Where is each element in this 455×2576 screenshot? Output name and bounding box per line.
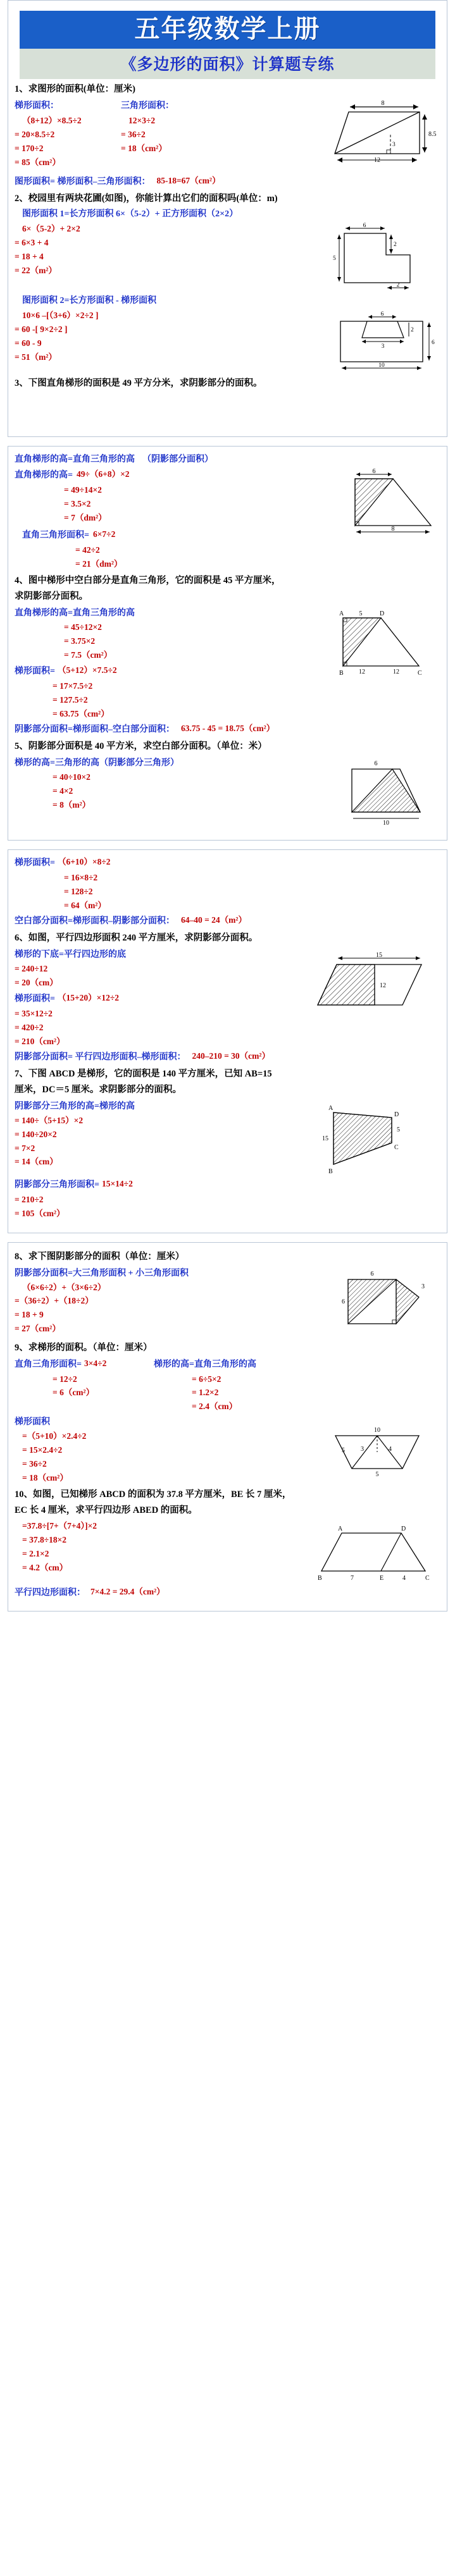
problem-4-conclusion	[15, 722, 440, 737]
problem-9-step-c-0: =（5+10）×2.4÷2	[22, 1431, 87, 1441]
problem-10-step-1: = 37.8÷18×2	[22, 1534, 67, 1544]
problem-9-step-c-2: = 36÷2	[22, 1459, 47, 1469]
svg-text:6: 6	[363, 223, 366, 230]
problem-6-step-b-1: = 420÷2	[15, 1022, 44, 1032]
svg-text:C: C	[394, 1143, 399, 1151]
problem-8-prompt: 8、求下图阴影部分的面积（单位：厘米）	[15, 1251, 185, 1262]
problem-4-line1: 直角梯形的高=直角三角形的高	[15, 608, 135, 618]
svg-text:10: 10	[378, 362, 385, 369]
worksheet-title-bar	[20, 11, 435, 49]
problem-1-trapezoid-label: 梯形面积：	[15, 101, 59, 111]
problem-6-line2-label: 梯形面积=	[15, 994, 55, 1004]
problem-7-step-a-1: = 140÷20×2	[15, 1129, 57, 1139]
problem-10-figure	[314, 1519, 440, 1585]
problem-1-prompt: 1、求图形的面积(单位：厘米)	[15, 84, 135, 94]
problem-9-line2-label: 梯形面积	[15, 1417, 50, 1427]
problem-7-line2	[15, 1177, 440, 1193]
problem-5-body	[15, 755, 440, 826]
problem-4-line2-value: （5+12）×7.5÷2	[57, 665, 117, 675]
svg-text:2: 2	[411, 327, 414, 334]
svg-text:4: 4	[402, 1575, 406, 1582]
problem-1-trap-step-0: （8+12）×8.5÷2	[22, 116, 82, 126]
svg-text:2: 2	[396, 282, 400, 289]
problem-4-step-b-2: = 63.75（cm²）	[53, 709, 109, 719]
problem-9-line1-value: 3×4÷2	[84, 1358, 107, 1368]
svg-text:5: 5	[333, 256, 336, 262]
svg-text:B: B	[328, 1168, 333, 1175]
problem-6-conclusion-label: 阴影部分面积= 平行四边形面积–梯形面积：	[15, 1052, 186, 1062]
svg-text:C: C	[418, 669, 422, 677]
problem-4-line2-label: 梯形面积=	[15, 667, 55, 677]
svg-text:D: D	[401, 1525, 406, 1533]
svg-text:10: 10	[383, 820, 389, 827]
svg-text:2: 2	[394, 242, 397, 249]
problem-2-p2-step-0: 10×6 –[（3+6）×2÷2 ]	[22, 311, 99, 321]
problem-9-figure	[314, 1414, 440, 1484]
worksheet-subtitle-bar	[20, 49, 435, 79]
problem-2-part2-label: 图形面积 2=长方形面积 - 梯形面积	[22, 296, 157, 306]
problem-2-part2-body	[15, 309, 440, 374]
problem-4-conclusion-value: 63.75 - 45 = 18.75（cm²）	[180, 724, 275, 734]
problem-7-step-a-0: = 140÷（5+15）×2	[15, 1115, 84, 1125]
problem-2-figure-1	[332, 222, 440, 293]
problem-8-step-2: = 18 + 9	[15, 1310, 44, 1320]
svg-text:5: 5	[375, 1471, 379, 1479]
problem-1-tri-step-2: = 18（cm²）	[121, 143, 167, 153]
problem-3-step-b-0: = 42÷2	[75, 545, 100, 555]
problem-6-line1: 梯形的下底=平行四边形的底	[15, 950, 126, 960]
problem-6-step-a-0: = 240÷12	[15, 964, 48, 974]
problem-2-part1-body	[15, 222, 440, 293]
problem-5-conclusion	[15, 913, 440, 929]
svg-text:B: B	[318, 1575, 322, 1582]
problem-3-step-a-1: = 3.5×2	[64, 498, 91, 508]
problem-9-step-a-0: = 12÷2	[53, 1374, 77, 1384]
svg-text:4: 4	[389, 1446, 392, 1453]
problem-6-step-b-2: = 210（cm²）	[15, 1036, 65, 1046]
svg-text:D: D	[394, 1111, 399, 1118]
problem-6-body	[15, 947, 440, 1049]
section-card-2	[8, 446, 447, 841]
problem-7-line2-value: 15×14÷2	[101, 1178, 133, 1188]
problem-6-prompt: 6、如图，平行四边形面积 240 平方厘米，求阴影部分面积。	[15, 933, 258, 943]
problem-2-p1-step-2: = 18 + 4	[15, 251, 44, 261]
svg-text:5: 5	[397, 1126, 400, 1133]
problem-8-step-3: = 27（cm²）	[15, 1324, 61, 1334]
svg-text:A: A	[338, 1525, 343, 1533]
svg-text:6: 6	[342, 1298, 345, 1305]
section-card-4	[8, 1242, 447, 1612]
problem-1-trap-step-3: = 85（cm²）	[15, 157, 61, 167]
problem-7-line1: 阴影部分三角形的高=梯形的高	[15, 1101, 135, 1111]
problem-4-prompt-2: 求阴影部分面积。	[15, 591, 88, 601]
problem-4-step-a-1: = 3.75×2	[64, 636, 96, 646]
problem-3-line3-value: 6×7÷2	[92, 529, 116, 539]
problem-5-figure	[334, 755, 440, 826]
problem-5-conclusion-label: 空白部分面积=梯形面积–阴影部分面积：	[15, 916, 175, 926]
problem-7-step-a-3: = 14（cm）	[15, 1157, 58, 1167]
problem-7-prompt-2: 厘米，DC＝5 厘米。求阴影部分的面积。	[15, 1084, 182, 1095]
problem-9-step-c-3: = 18（cm²）	[22, 1473, 68, 1483]
problem-9-step-b-2: = 2.4（cm）	[192, 1402, 238, 1412]
problem-5-prompt: 5、阴影部分面积是 40 平方米，求空白部分面积。（单位：米）	[15, 741, 267, 752]
svg-text:8.5: 8.5	[428, 131, 437, 139]
svg-text:10: 10	[374, 1427, 380, 1434]
problem-1-body	[15, 98, 440, 174]
svg-text:8: 8	[381, 100, 385, 108]
svg-text:3: 3	[421, 1283, 425, 1290]
problem-9-step-b-1: = 1.2×2	[192, 1388, 219, 1398]
problem-7-body	[15, 1099, 440, 1177]
problem-10-conclusion	[15, 1585, 440, 1601]
svg-text:A: A	[339, 610, 344, 617]
problem-10-last-value: 7×4.2 = 29.4（cm²）	[90, 1587, 165, 1597]
problem-5-step-b-1: = 128÷2	[64, 887, 93, 897]
problem-2-p2-step-2: = 60 - 9	[15, 338, 42, 348]
problem-10-step-0: =37.8÷[7+（7+4）]×2	[22, 1521, 97, 1531]
problem-8-body	[15, 1266, 440, 1339]
svg-text:15: 15	[322, 1135, 328, 1142]
svg-text:3: 3	[361, 1446, 364, 1453]
svg-text:12: 12	[374, 157, 380, 164]
problem-9-line1b-label: 梯形的高=直角三角形的高	[154, 1359, 256, 1369]
problem-2-prompt: 2、校园里有两块花圃(如图)，你能计算出它们的面积吗(单位：m)	[15, 194, 278, 204]
svg-text:C: C	[425, 1575, 430, 1582]
problem-2-part1-label: 图形面积 1=长方形面积 6×（5-2）+ 正方形面积（2×2）	[22, 209, 239, 219]
svg-text:6: 6	[432, 340, 435, 347]
svg-text:12: 12	[359, 668, 365, 675]
problem-1-tri-step-0: 12×3÷2	[128, 116, 156, 126]
problem-3-step-a-2: = 7（dm²）	[64, 512, 107, 522]
problem-7-prompt: 7、下图 ABCD 是梯形，它的面积是 140 平方厘米，已知 AB=15	[15, 1068, 272, 1079]
problem-10-last-label: 平行四边形面积：	[15, 1588, 85, 1598]
problem-2-p1-step-1: = 6×3 + 4	[15, 237, 49, 247]
svg-text:5: 5	[342, 1447, 345, 1455]
problem-1-trap-step-2: = 170÷2	[15, 143, 44, 153]
problem-1-conclusion-value: 85-18=67（cm²）	[156, 176, 221, 186]
problem-1-trap-step-1: = 20×8.5÷2	[15, 129, 55, 139]
problem-4-step-b-0: = 17×7.5÷2	[53, 681, 93, 691]
svg-text:D: D	[380, 610, 385, 617]
svg-text:A: A	[328, 1104, 333, 1112]
problem-9-line1-label: 直角三角形面积=	[15, 1359, 82, 1369]
svg-text:6: 6	[372, 468, 376, 476]
svg-text:5: 5	[359, 610, 363, 617]
svg-text:3: 3	[381, 343, 385, 350]
svg-text:6: 6	[380, 311, 384, 318]
problem-6-figure	[314, 947, 440, 1020]
problem-7-figure	[317, 1099, 440, 1177]
problem-10-step-3: = 4.2（cm）	[22, 1562, 68, 1572]
problem-3-line1-note: （阴影部分面积）	[142, 455, 213, 465]
problem-2-p2-step-1: = 60 -[ 9×2÷2 ]	[15, 324, 68, 334]
problem-1-conclusion-label: 图形面积= 梯形面积–三角形面积：	[15, 177, 151, 187]
problem-5-step-a-1: = 4×2	[53, 786, 73, 796]
problem-2-p1-step-3: = 22（m²）	[15, 265, 57, 275]
problem-5-line2-value: （6+10）×8÷2	[57, 857, 111, 867]
page-title: 五年级数学上册	[134, 15, 321, 43]
section-card-1	[8, 0, 447, 437]
page-subtitle: 《多边形的面积》计算题专练	[120, 56, 335, 73]
problem-8-step-1: =（36÷2）+（18÷2）	[15, 1296, 94, 1306]
problem-3-line1	[15, 452, 440, 467]
problem-5-step-a-2: = 8（m²）	[53, 800, 91, 810]
problem-4-step-a-0: = 45÷12×2	[64, 622, 102, 632]
problem-5-line2-label: 梯形面积=	[15, 858, 55, 868]
problem-4-step-a-2: = 7.5（cm²）	[64, 650, 113, 660]
svg-text:12: 12	[380, 982, 386, 990]
svg-text:7: 7	[351, 1575, 354, 1582]
problem-8-line1: 阴影部分面积=大三角形面积 + 小三角形面积	[15, 1268, 189, 1278]
problem-6-step-b-0: = 35×12÷2	[15, 1008, 53, 1018]
problem-10-prompt: 10、如图，已知梯形 ABCD 的面积为 37.8 平方厘米，BE 长 7 厘米，	[15, 1489, 292, 1500]
problem-1-tri-step-1: = 36÷2	[121, 129, 146, 139]
problem-4-conclusion-label: 阴影部分面积=梯形面积–空白部分面积：	[15, 725, 175, 735]
problem-1-conclusion	[15, 174, 440, 190]
svg-text:B: B	[339, 669, 344, 677]
problem-7-step-a-2: = 7×2	[15, 1143, 35, 1153]
svg-text:15: 15	[376, 952, 382, 959]
problem-6-conclusion-value: 240–210 = 30（cm²）	[192, 1051, 270, 1061]
problem-3-line2-value: 49÷（6+8）×2	[76, 469, 130, 479]
problem-9-head	[15, 1357, 440, 1372]
problem-7-line2-label: 阴影部分三角形面积=	[15, 1180, 99, 1190]
problem-9-step-a-1: = 6（cm²）	[53, 1388, 95, 1398]
problem-5-line1: 梯形的高=三角形的高（阴影部分三角形）	[15, 758, 179, 768]
problem-1-triangle-label: 三角形面积：	[121, 101, 174, 111]
problem-9-body	[15, 1414, 440, 1486]
problem-9-steps	[15, 1372, 440, 1415]
problem-1-figure	[330, 98, 440, 174]
problem-5-cont	[15, 855, 440, 871]
problem-3-line2-label: 直角梯形的高=	[15, 471, 73, 481]
section-card-3	[8, 849, 447, 1233]
problem-7-step-b-0: = 210÷2	[15, 1194, 44, 1204]
problem-8-figure	[327, 1266, 440, 1339]
problem-3-figure	[330, 467, 440, 543]
problem-3-body	[15, 467, 440, 572]
problem-2-p1-step-0: 6×（5-2）+ 2×2	[22, 224, 80, 234]
svg-text:3: 3	[392, 142, 396, 149]
svg-text:6: 6	[374, 760, 378, 768]
svg-text:8: 8	[391, 526, 395, 533]
problem-3-line1-label: 直角梯形的高=直角三角形的高	[15, 455, 135, 465]
problem-4-figure	[327, 605, 440, 686]
problem-3-prompt: 3、下图直角梯形的面积是 49 平方分米，求阴影部分的面积。	[15, 378, 263, 389]
problem-5-step-b-2: = 64（m²）	[64, 901, 106, 911]
problem-6-conclusion	[15, 1049, 440, 1065]
problem-6-step-a-1: = 20（cm）	[15, 977, 58, 987]
problem-2-figure-2	[327, 309, 440, 374]
problem-5-step-a-0: = 40÷10×2	[53, 772, 90, 782]
svg-text:E: E	[380, 1575, 384, 1582]
problem-4-body	[15, 605, 440, 722]
problem-3-step-b-1: = 21（dm²）	[75, 558, 123, 569]
problem-10-prompt-2: EC 长 4 厘米，求平行四边形 ABED 的面积。	[15, 1505, 197, 1515]
problem-9-step-b-0: = 6÷5×2	[192, 1374, 221, 1384]
problem-6-line2-value: （15+20）×12÷2	[57, 992, 120, 1002]
problem-4-step-b-1: = 127.5÷2	[53, 695, 88, 705]
problem-3-step-a-0: = 49÷14×2	[64, 485, 102, 495]
problem-2-p2-step-3: = 51（m²）	[15, 352, 57, 362]
problem-9-step-c-1: = 15×2.4÷2	[22, 1445, 63, 1455]
problem-7-step-b-1: = 105（cm²）	[15, 1208, 65, 1218]
problem-10-step-2: = 2.1×2	[22, 1548, 49, 1558]
problem-10-body	[15, 1519, 440, 1585]
problem-3-line3-label: 直角三角形面积=	[22, 530, 89, 540]
problem-5-conclusion-value: 64–40 = 24（m²）	[180, 915, 247, 925]
svg-text:6: 6	[370, 1270, 374, 1278]
problem-5-step-b-0: = 16×8÷2	[64, 873, 98, 883]
svg-text:12: 12	[393, 668, 399, 675]
problem-4-prompt: 4、图中梯形中空白部分是直角三角形，它的面积是 45 平方厘米，	[15, 575, 281, 586]
problem-8-step-0: （6×6÷2）+（3×6÷2）	[22, 1282, 106, 1292]
problem-9-prompt: 9、求梯形的面积。（单位：厘米）	[15, 1342, 153, 1353]
